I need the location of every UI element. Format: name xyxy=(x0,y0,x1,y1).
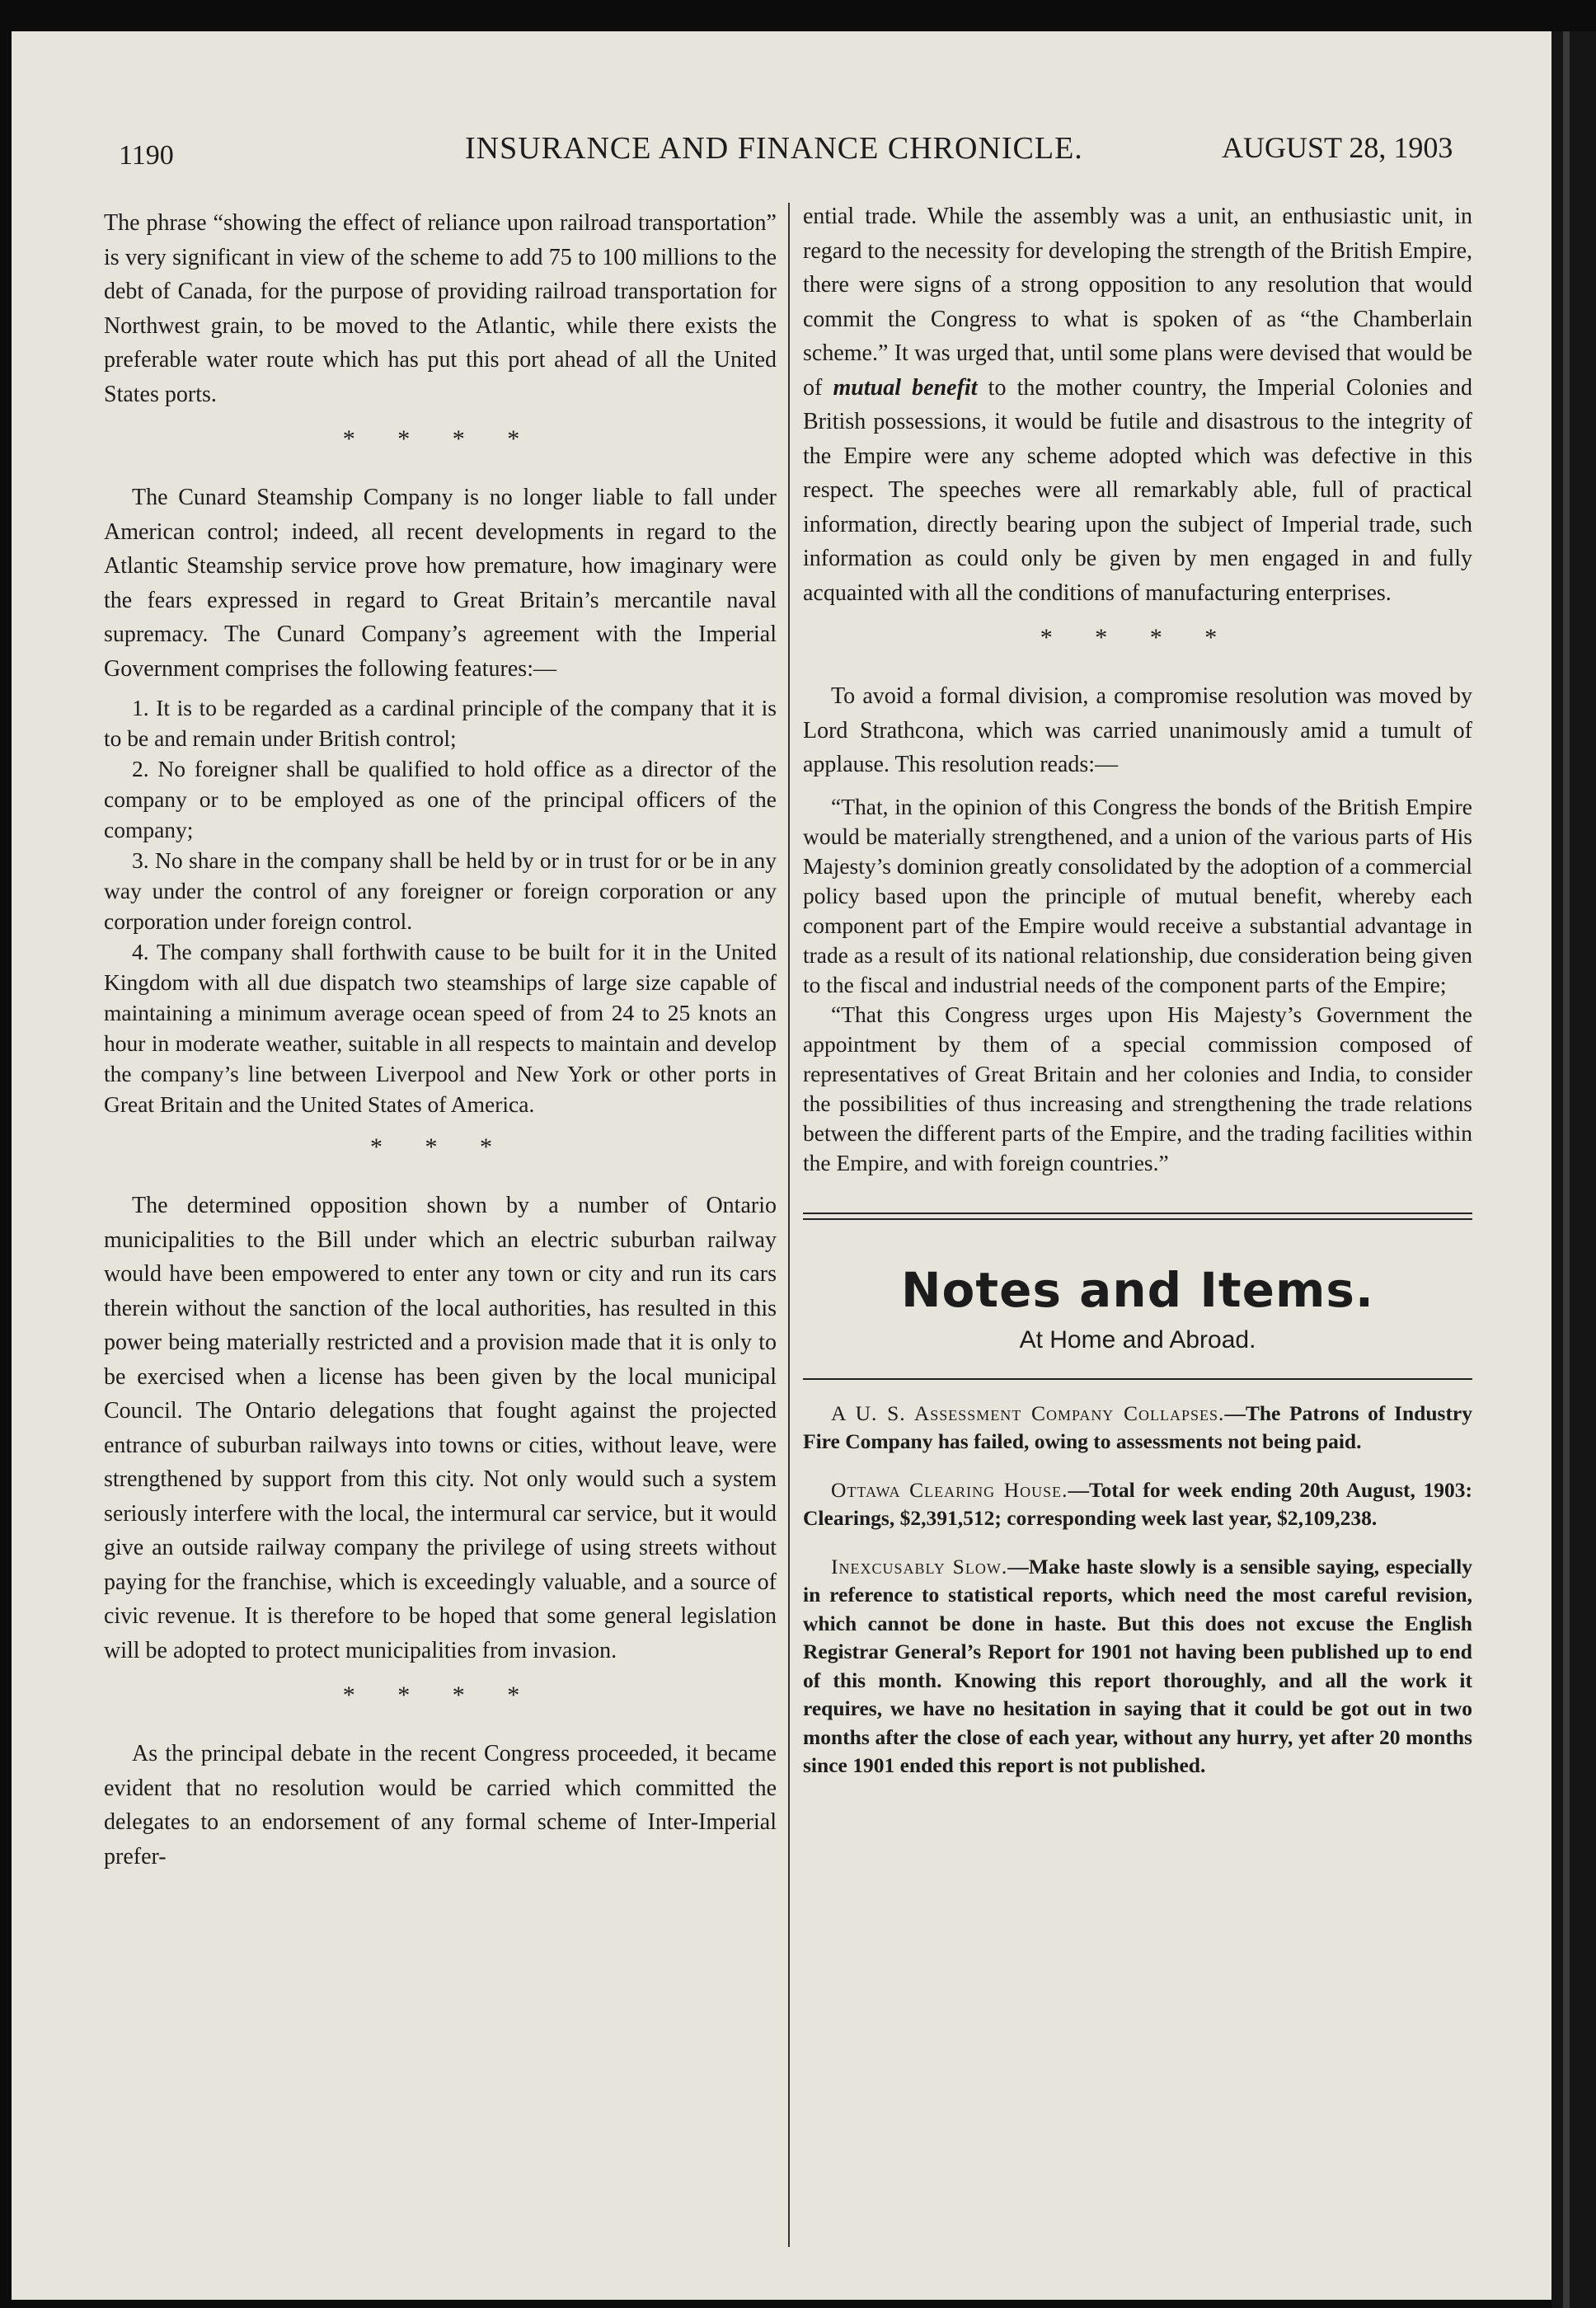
note-body: —The Patrons of Industry Fire Company has failed, owing to assessments not being paid. xyxy=(803,1400,1473,1453)
section-separator: * * * * xyxy=(342,1682,538,1709)
list-item: 2. No foreigner shall be qualified to hold office as a director of the company or to be employed as one of the principal officers of the company; xyxy=(104,756,777,842)
text-run: ential trade. While the assembly was a unit, an enthusiastic unit, in regard to the necessity for developing the strength of the British Empire, there were signs of a strong opposition to any resolution that would commit the Congress to what is spoken of as “the Chamberlain scheme.” It was urged that, until some plans were devised that would be of xyxy=(803,204,1472,401)
note-item xyxy=(803,1476,1472,1533)
newspaper-page xyxy=(12,31,1551,2300)
section-separator: * * * * xyxy=(342,425,538,453)
paragraph-railroad: The phrase “showing the effect of reliance upon railroad transportation” is very significant in view of the scheme to add 75 to 100 millions to the debt of Canada, for the purpose of providing railroad transportation for Northwest grain, to be moved to the Atlantic, while there exists the preferable water route which has put this port ahead of all the United States ports. xyxy=(104,210,777,407)
list-item: 4. The company shall forthwith cause to be built for it in the United Kingdom with all due dispatch two steamships of large size capable of maintaining a minimum average ocean speed of from 24 to 25 knots an hour in moderate weather, suitable in all respects to maintain and develop the company’s line between Liverpool and New York or other ports in Great Britain and the United States of America. xyxy=(104,939,777,1117)
list-item: 3. No share in the company shall be held by or in trust for or be in any way under the control of any foreigner or foreign corporation or any corporation under foreign control. xyxy=(104,847,777,934)
note-title: Inexcusably Slow. xyxy=(831,1554,1008,1579)
resolution-quote-1: “That, in the opinion of this Congress the bonds of the British Empire would be materially strengthened, and a union of the various parts of His Majesty’s dominion greatly consolidated by the adoption of a commercial policy based upon the principle of mutual benefit, whereby each component part of the Empire would receive a substantial advantage in trade as a result of its national relationship, due consideration being given to the fiscal and industrial needs of the component parts of the Empire; xyxy=(803,793,1472,997)
section-separator: * * * * xyxy=(1040,624,1236,651)
binding-shadow xyxy=(1551,31,1596,2308)
text-run: to the mother country, the Imperial Colonies and British possessions, it would be futile and disastrous to the integrity of the Empire were any scheme adopted which was defective in this respect. The speeches were all remarkably able, full of practical information, directly bearing upon the subject of Imperial trade, such information as could only be given by men engaged in and fully acquainted with all the conditions of manufacturing enterprises. xyxy=(803,374,1473,606)
column-rule xyxy=(788,203,790,2247)
note-body: —Total for week ending 20th August, 1903: Clearings, $2,391,512; corresponding week last year, $2,109,238. xyxy=(803,1477,1472,1530)
note-body: —Make haste slowly is a sensible saying, especially in reference to statistical reports, which need the most careful revision, which cannot be done in haste. But this does not excuse the English Registrar General’s Report for 1901 not having been published up to end of this month. Knowing this report thoroughly, and all the work it requires, we have no hesitation in saying that it could be got out in two months after the close of each year, without any hurry, yet after 20 months since 1901 ended this report is not published. xyxy=(803,1554,1472,1777)
binding-edge xyxy=(1563,31,1570,2308)
page-number: 1190 xyxy=(119,140,174,171)
paragraph-congress: As the principal debate in the recent Congress proceeded, it became evident that no resolution would be carried which committed the delegates to an endorsement of any formal scheme of Inter-Imperial prefer- xyxy=(104,1741,777,1869)
paragraph-imperial-trade xyxy=(803,199,1472,610)
left-column xyxy=(104,206,777,1874)
page-header xyxy=(12,107,1551,171)
emphasis-text: mutual benefit xyxy=(833,374,978,401)
right-column xyxy=(803,199,1472,1780)
section-subheading: At Home and Abroad. xyxy=(1019,1325,1256,1353)
paragraph-resolution-intro: To avoid a formal division, a compromise resolution was moved by Lord Strathcona, which was carried unanimously amid a tumult of applause. This resolution reads:— xyxy=(803,683,1472,777)
resolution-quote-2: “That this Congress urges upon His Majesty’s Government the appointment by them of a special commission composed of representatives of Great Britain and her colonies and India, to consider the possibilities of thus increasing and strengthening the trade relations between the different parts of the Empire, and the trading facilities within the Empire, and with foreign countries.” xyxy=(803,1001,1472,1175)
section-heading: Notes and Items. xyxy=(901,1261,1374,1318)
paragraph-ontario: The determined opposition shown by a number of Ontario municipalities to the Bill under which an electric suburban railway would have been empowered to enter any town or city and run its cars therein without the sanction of the local authorities, has resulted in this power being materially restricted and a provision made that it is only to be exercised when a license has been given by the local municipal Council. The Ontario delegations that fought against the projected entrance of suburban railways into towns or cities, without leave, were strengthened by support from this city. Not only would such a system seriously interfere with the local, the intermural car service, but it would give an outside railway company the privilege of using streets without paying for the franchise, which is exceedingly valuable, and a source of civic revenue. It is therefore to be hoped that some general legislation will be adopted to protect municipalities from invasion. xyxy=(104,1193,777,1663)
running-title: INSURANCE AND FINANCE CHRONICLE. xyxy=(465,131,1083,166)
section-separator: * * * xyxy=(370,1133,510,1161)
section-divider xyxy=(803,1213,1472,1220)
note-title: A U. S. Assessment Company Collapses. xyxy=(831,1400,1225,1425)
issue-date: AUGUST 28, 1903 xyxy=(1222,131,1453,164)
list-item: 1. It is to be regarded as a cardinal principle of the company that it is to be and remain under British control; xyxy=(104,695,777,751)
note-title: Ottawa Clearing House. xyxy=(831,1477,1068,1502)
paragraph-cunard: The Cunard Steamship Company is no longer liable to fall under American control; indeed, all recent developments in regard to the Atlantic Steamship service prove how premature, how imaginary were the fears expressed in regard to Great Britain’s mercantile naval supremacy. The Cunard Company’s agreement with the Imperial Government comprises the following features:— xyxy=(104,485,777,682)
cunard-feature-list xyxy=(104,692,777,1119)
note-item xyxy=(803,1553,1472,1780)
section-divider xyxy=(803,1378,1472,1380)
note-item xyxy=(803,1400,1472,1457)
